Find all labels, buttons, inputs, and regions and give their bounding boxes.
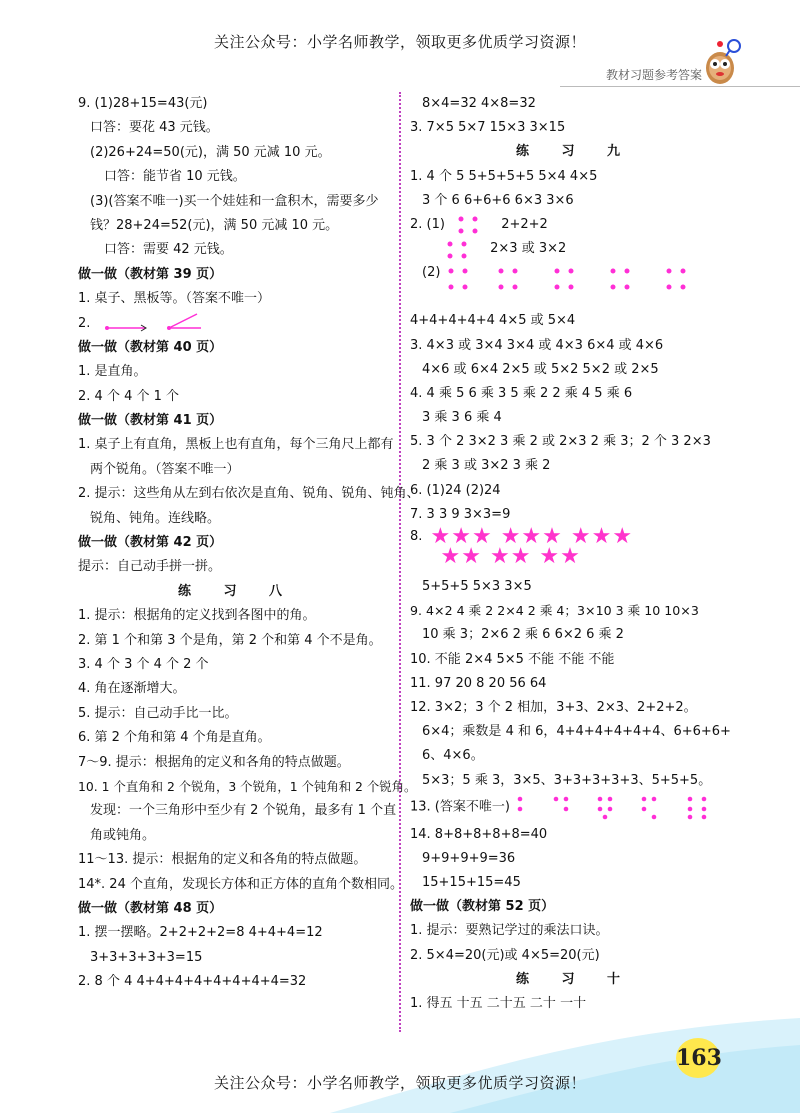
answer-line: 5+5+5 5×3 3×5	[422, 579, 532, 594]
answer-line: 6×4；乘数是 4 和 6，4+4+4+4+4+4、6+6+6+	[422, 724, 731, 740]
answer-line: 5×3；5 乘 3，3×5、3+3+3+3+3、5+5+5。	[422, 772, 712, 788]
answer-line: 4×6 或 6×4 2×5 或 5×2 5×2 或 2×5	[422, 361, 659, 377]
answer-line: 7. 3 3 9 3×3=9	[410, 506, 511, 522]
answer-line: 1. 是直角。	[78, 364, 147, 380]
answer-line: 2 乘 3 或 3×2 3 乘 2	[422, 458, 551, 474]
answer-line: 6、4×6。	[422, 748, 484, 764]
section-heading: 做一做（教材第 52 页）	[410, 899, 555, 915]
answer-line: 14. 8+8+8+8+8=40	[410, 826, 548, 842]
answer-line: 提示：自己动手拼一拼。	[78, 559, 222, 575]
answer-line: 口答：能节省 10 元钱。	[104, 169, 246, 185]
mascot-icon	[698, 36, 742, 90]
answer-line: 15+15+15=45	[422, 875, 521, 891]
answer-line: 10. 不能 2×4 5×5 不能 不能 不能	[410, 651, 615, 667]
answer-line: 11～13. 提示：根据角的定义和各角的特点做题。	[78, 852, 367, 868]
answer-line: 2. 4 个 4 个 1 个	[78, 388, 180, 404]
answer-line: 7～9. 提示：根据角的定义和各角的特点做题。	[78, 754, 350, 770]
exercise-title: 练 习 十	[515, 971, 635, 987]
answer-line-with-dots	[410, 237, 740, 261]
section-heading: 做一做（教材第 39 页）	[78, 266, 223, 282]
answer-line: (3)(答案不唯一)买一个娃娃和一盒积木，需要多少	[90, 193, 379, 209]
answer-line: 3 个 6 6+6+6 6×3 3×6	[422, 192, 574, 208]
answer-line: 1. 4 个 5 5+5+5+5 5×4 4×5	[410, 168, 598, 184]
answer-line: 6. (1)24 (2)24	[410, 482, 501, 498]
answer-line: 4. 4 乘 5 6 乘 3 5 乘 2 2 乘 4 5 乘 6	[410, 385, 633, 401]
answer-line-with-figure	[78, 312, 396, 336]
answer-line: 1. 摆一摆略。2+2+2+2=8 4+4+4=12	[78, 925, 323, 941]
answer-line-with-dots	[410, 793, 740, 823]
answer-line-with-dots	[410, 213, 740, 237]
answer-line: 6. 第 2 个角和第 4 个角是直角。	[78, 730, 271, 746]
answer-line: 14*. 24 个直角，发现长方体和正方体的直角个数相同。	[78, 876, 403, 892]
item-number: 13. (答案不唯一)	[410, 799, 510, 815]
answer-line: 11. 97 20 8 20 56 64	[410, 675, 547, 691]
answer-line: 1. 提示：要熟记学过的乘法口诀。	[410, 923, 609, 939]
item-number: (2)	[422, 265, 441, 281]
answer-line: 9. (1)28+15=43(元)	[78, 96, 208, 111]
item-number: 8.	[410, 529, 423, 544]
section-heading: 做一做（教材第 40 页）	[78, 339, 223, 355]
left-column	[78, 92, 420, 994]
exercise-title: 练 习 八	[177, 583, 297, 599]
right-column	[410, 92, 740, 1016]
answer-line: 口答：需要 42 元钱。	[104, 242, 233, 258]
answer-line: 2. 8 个 4 4+4+4+4+4+4+4+4=32	[78, 974, 307, 990]
answer-line: 角或钝角。	[90, 827, 156, 843]
answer-line: 5. 3 个 2 3×2 3 乘 2 或 2×3 2 乘 3；2 个 3 2×3	[410, 434, 711, 450]
ray-figure	[101, 312, 221, 334]
answer-line: 3. 4×3 或 3×4 3×4 或 4×3 6×4 或 4×6	[410, 337, 664, 353]
answer-line-with-dots	[410, 261, 740, 309]
section-heading: 做一做（教材第 48 页）	[78, 900, 223, 916]
answer-line: 9. 4×2 4 乘 2 2×4 2 乘 4；3×10 3 乘 10 10×3	[410, 603, 699, 619]
answer-line: 4. 角在逐渐增大。	[78, 681, 186, 697]
answer-line: 10. 1 个直角和 2 个锐角，3 个锐角，1 个钝角和 2 个锐角。	[78, 778, 417, 794]
bottom-banner: 关注公众号：小学名师教学，领取更多优质学习资源！	[213, 1074, 586, 1092]
answer-line: 2. 提示：这些角从左到右依次是直角、锐角、锐角、钝角、	[78, 486, 420, 502]
page-number: 163	[676, 1038, 720, 1078]
answer-line: 2. 5×4=20(元)或 4×5=20(元)	[410, 947, 600, 963]
star-figure-line	[410, 524, 740, 575]
dot-groups-figure	[445, 265, 715, 305]
item-number: 2. (1)	[410, 216, 445, 232]
exercise-title: 练 习 九	[515, 144, 635, 160]
answer-line: 4+4+4+4+4 4×5 或 5×4	[410, 313, 576, 329]
answer-line: 两个锐角。（答案不唯一）	[90, 461, 240, 477]
answer-line: 10 乘 3；2×6 2 乘 6 6×2 6 乘 2	[422, 627, 624, 643]
answer-line: 口答：要花 43 元钱。	[90, 120, 219, 136]
answer-line: 12. 3×2；3 个 2 相加，3+3、2×3、2+2+2。	[410, 699, 697, 715]
header-rule	[560, 86, 800, 87]
answer-line: 3. 7×5 5×7 15×3 3×15	[410, 120, 566, 136]
dot-array-figure	[442, 238, 472, 260]
answer-line: 锐角、钝角。连线略。	[90, 510, 221, 526]
answer-line: 1. 得五 十五 二十五 二十 一十	[410, 996, 587, 1011]
answer-line: (2)26+24=50(元)，满 50 元减 10 元。	[90, 144, 331, 160]
answer-line: 1. 桌子上有直角，黑板上也有直角，每个三角尺上都有	[78, 437, 394, 453]
answer-line: 3 乘 3 6 乘 4	[422, 410, 502, 426]
star-row-top: ★★★ ★★★ ★★★	[430, 524, 634, 549]
star-row-bottom: ★★ ★★ ★★	[440, 544, 581, 569]
answer-line: 2. 第 1 个和第 3 个是角，第 2 个和第 4 个不是角。	[78, 632, 382, 648]
answer-line: 1. 提示：根据角的定义找到各图中的角。	[78, 608, 316, 624]
answer-line: 发现：一个三角形中至少有 2 个锐角，最多有 1 个直	[90, 803, 397, 819]
answer-line: 3+3+3+3+3=15	[90, 949, 203, 965]
item-number: 2.	[78, 315, 91, 331]
top-banner: 关注公众号：小学名师教学，领取更多优质学习资源！	[213, 33, 586, 51]
dot-array-figure	[453, 213, 483, 235]
answer-line: 钱？28+24=52(元)，满 50 元减 10 元。	[90, 217, 339, 233]
answer-line: 1. 桌子、黑板等。（答案不唯一）	[78, 291, 271, 307]
header-label: 教材习题参考答案	[605, 68, 702, 82]
addition-expression: 2+2+2	[501, 216, 548, 232]
section-heading: 做一做（教材第 42 页）	[78, 535, 223, 551]
multiplication-expression: 2×3 或 3×2	[490, 241, 567, 257]
section-heading: 做一做（教材第 41 页）	[78, 413, 223, 429]
answer-line: 9+9+9+9=36	[422, 850, 516, 866]
answer-line: 3. 4 个 3 个 4 个 2 个	[78, 656, 209, 672]
answer-line: 8×4=32 4×8=32	[422, 96, 536, 111]
dot-patterns-figure	[514, 793, 724, 821]
answer-line: 5. 提示：自己动手比一比。	[78, 705, 238, 721]
